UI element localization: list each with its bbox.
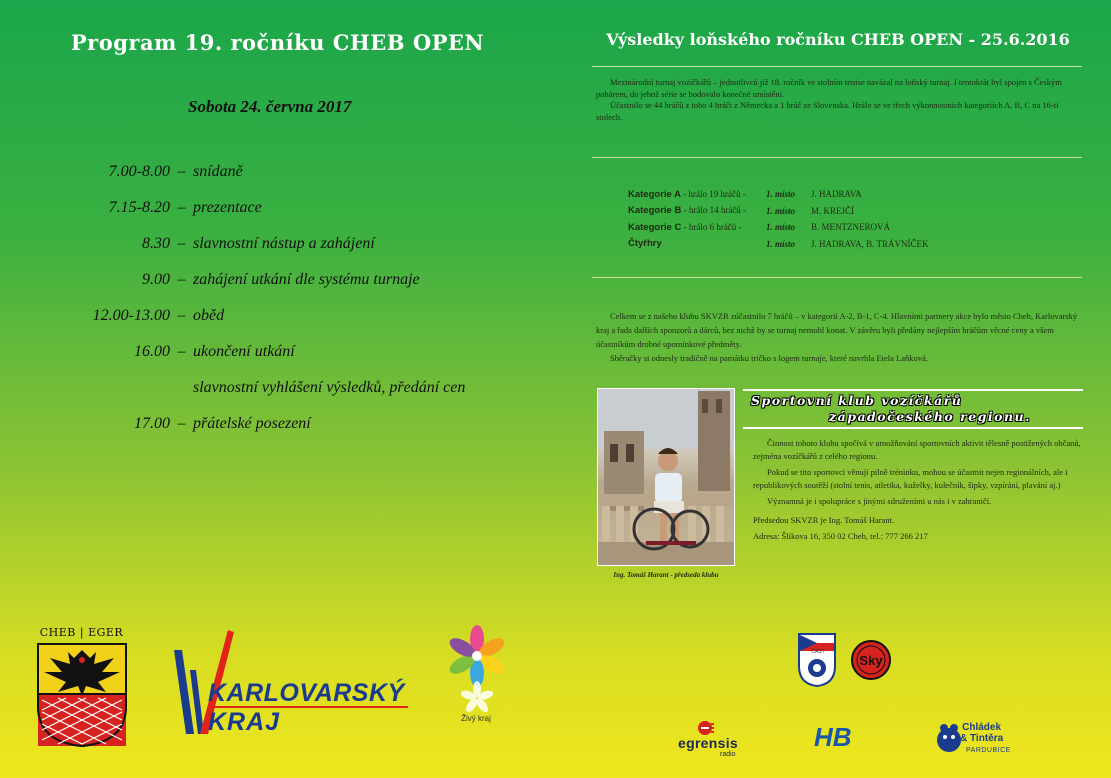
club-paragraph: Činnost tohoto klubu spočívá v umožňování sportovních aktivit tělesně postižených občanů, zejména vozíčkářů z celého regionu. xyxy=(753,438,1081,461)
tintera-line: & Tintěra xyxy=(960,733,1004,744)
divider xyxy=(592,66,1082,67)
schedule-item xyxy=(0,262,555,298)
club-paragraph: Významná je i spolupráce s jinými sdruženími u nás i v zahraničí. xyxy=(767,496,992,506)
schedule-dash: – xyxy=(177,415,186,432)
sky-text: Sky xyxy=(859,653,883,668)
schedule-item xyxy=(0,226,555,262)
summary-paragraph: Celkem se z našeho klubu SKVZR zúčastnilo 7 hráčů – v kategorii A-2, B-1, C-4. Hlavními partnery akce bylo město Cheb, Karlovarský kraj a řada dalších sponzorů a dárců, bez nichž by se turnaj nemohl konat. V závěru byli předány nejlepším hráčům věcné ceny a všem účastníkům drobné upomínkové předměty. xyxy=(596,311,1078,349)
photo-caption: Ing. Tomáš Harant - předseda klubu xyxy=(613,571,719,579)
schedule-dash: – xyxy=(177,163,186,180)
result-info: - hrálo 6 hráčů - xyxy=(681,221,742,232)
result-winner: J. HADRAVA, B. TRÁVNÍČEK xyxy=(811,238,929,249)
divider xyxy=(592,277,1082,278)
chladek-tintera-wordmark xyxy=(960,722,1003,744)
schedule-item xyxy=(0,334,555,370)
schedule-item xyxy=(0,190,555,226)
chladek-line: Chládek xyxy=(962,722,1002,733)
sky-logo-icon xyxy=(850,640,892,680)
schedule-text: slavnostní nástup a zahájení xyxy=(193,235,375,252)
program-title: Program 19. ročníku CHEB OPEN xyxy=(70,30,485,55)
chairman-photo xyxy=(597,388,735,566)
results-summary xyxy=(596,309,1082,365)
club-title xyxy=(743,391,1083,427)
schedule-text: přátelské posezení xyxy=(193,415,311,432)
egrensis-sub: radio xyxy=(720,751,736,758)
results-table xyxy=(628,186,1068,252)
result-row xyxy=(628,203,1068,220)
cheb-coat-of-arms-icon xyxy=(36,642,128,748)
chairman-photo-image xyxy=(598,389,735,566)
results-title: Výsledky loňského ročníku CHEB OPEN - 25.6.2016 xyxy=(606,30,1070,49)
schedule-time: 9.00 xyxy=(142,271,170,288)
result-place: 1. místo xyxy=(766,189,796,200)
cheb-eger-label: CHEB | EGER xyxy=(39,626,124,639)
program-date: Sobota 24. června 2017 xyxy=(188,97,352,116)
zivy-kraj-label: Živý kraj xyxy=(461,714,491,723)
result-row xyxy=(628,186,1068,203)
schedule-item xyxy=(0,370,555,406)
result-row xyxy=(628,236,1068,253)
intro-paragraph: Mezinárodní turnaj vozíčkářů – jednotlivců již 18. ročník ve stolním tenise navázal na loňský turnaj. I tentokrát byl spojen s Českým pohárem, do jehož série se bodovalo konečné umístění. xyxy=(596,77,1062,99)
cast-label: ČAST xyxy=(811,649,825,655)
schedule-item xyxy=(0,406,555,442)
hb-logo: HB xyxy=(814,722,852,752)
schedule-dash: – xyxy=(177,307,186,324)
club-title-line: západočeského regionu. xyxy=(829,409,1032,424)
chladek-sub: PARDUBICE xyxy=(966,747,1011,754)
result-winner: J. HADRAVA xyxy=(811,189,862,200)
cast-logo-icon xyxy=(797,632,837,688)
result-info: - hrálo 14 hráčů - xyxy=(681,205,747,216)
schedule-item xyxy=(0,298,555,334)
divider xyxy=(592,157,1082,158)
schedule-dash: – xyxy=(177,271,186,288)
schedule-item xyxy=(0,154,555,190)
schedule-dash: – xyxy=(177,343,186,360)
schedule-text: zahájení utkání dle systému turnaje xyxy=(193,271,420,288)
results-intro xyxy=(596,77,1082,123)
summary-paragraph: Sběračky si odnesly tradičně na památku tričko s logem turnaje, které navrhla Etela Laňková. xyxy=(610,353,928,363)
schedule-time: 7.15-8.20 xyxy=(108,199,170,216)
chladek-tintera-hippo-icon xyxy=(936,720,962,754)
club-title-line: Sportovní klub vozíčkářů xyxy=(751,393,963,408)
club-info xyxy=(743,389,1083,543)
result-category: Kategorie A xyxy=(628,188,681,200)
result-place: 1. místo xyxy=(766,238,796,249)
divider xyxy=(743,427,1083,429)
schedule-time: 17.00 xyxy=(134,415,170,432)
result-place: 1. místo xyxy=(766,205,796,216)
schedule-list xyxy=(0,154,555,442)
result-category: Kategorie C xyxy=(628,221,682,233)
result-winner: M. KREJČÍ xyxy=(811,205,855,216)
club-description xyxy=(743,437,1083,543)
kv-line2: KRAJ xyxy=(208,708,281,736)
schedule-text: snídaně xyxy=(193,163,243,180)
club-chair: Předsedou SKVZR je Ing. Tomáš Harant. xyxy=(753,514,895,525)
schedule-time: 12.00-13.00 xyxy=(92,307,170,324)
result-winner: B. MENTZNEROVÁ xyxy=(811,222,890,233)
schedule-dash: – xyxy=(177,235,186,252)
karlovarsky-kraj-wordmark xyxy=(208,680,408,736)
egrensis-wordmark: egrensis xyxy=(678,735,738,751)
schedule-text: slavnostní vyhlášení výsledků, předání cen xyxy=(193,379,466,396)
club-address: Adresa: Šlikova 16, 350 02 Cheb, tel.: 777 266 217 xyxy=(753,531,928,541)
result-place: 1. místo xyxy=(766,222,796,233)
schedule-text: oběd xyxy=(193,307,225,324)
schedule-time: 7.00-8.00 xyxy=(108,163,170,180)
schedule-text: prezentace xyxy=(193,199,262,216)
schedule-dash: – xyxy=(177,199,186,216)
schedule-time: 8.30 xyxy=(142,235,170,252)
result-category: Čtyřhry xyxy=(628,238,662,250)
schedule-time: 16.00 xyxy=(134,343,170,360)
intro-paragraph: Účastnilo se 44 hráčů z toho 4 hráči z Německa a 1 hráč ze Slovenska. Hrálo se ve třech výkonnostních kategoriích A, B, C na 16-ti stolech. xyxy=(596,100,1059,122)
result-category: Kategorie B xyxy=(628,205,682,217)
kv-line1: KARLOVARSKÝ xyxy=(208,679,405,707)
zivy-kraj-flower-icon xyxy=(444,624,510,716)
schedule-text: ukončení utkání xyxy=(193,343,295,360)
egrensis-logo-icon xyxy=(697,720,715,736)
result-info: - hrálo 19 hráčů - xyxy=(680,188,746,199)
club-paragraph: Pokud se tito sportovci věnují pilně tréninku, mohou se účastnit nejen regionálních, ale i republikových soutěží (stolní tenis, atletika, kuželky, kulečník, šipky, vzpírání, plavání aj.) xyxy=(753,467,1068,490)
result-row xyxy=(628,219,1068,236)
